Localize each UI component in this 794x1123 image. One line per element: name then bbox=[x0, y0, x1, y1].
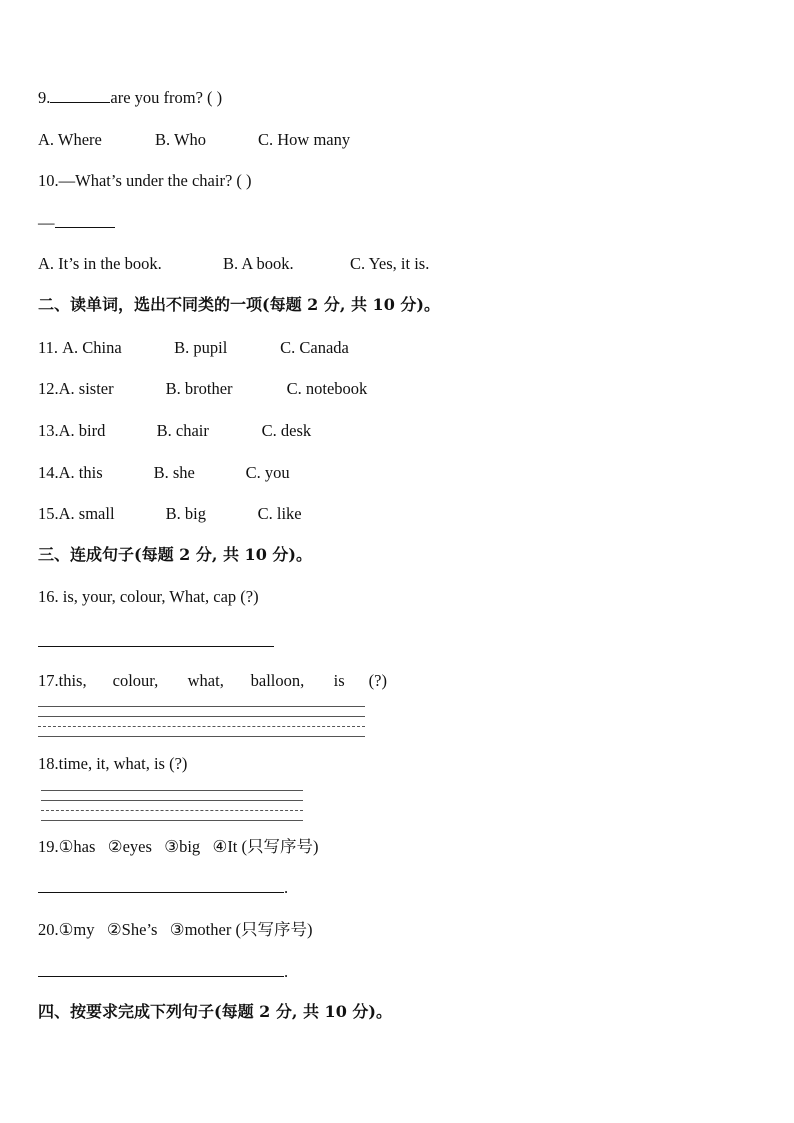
option-c[interactable]: C. you bbox=[245, 463, 290, 482]
question-text: time, it, what, is (?) bbox=[58, 754, 188, 773]
option-a[interactable]: A. It’s in the book. bbox=[38, 254, 162, 273]
question-number: 15. bbox=[38, 504, 59, 523]
word: this, bbox=[58, 671, 87, 690]
question-9-options bbox=[38, 130, 350, 150]
question-9 bbox=[38, 88, 222, 108]
question-10 bbox=[38, 171, 252, 191]
option-b[interactable]: B. Who bbox=[155, 130, 207, 149]
question-number: 13. bbox=[38, 421, 59, 440]
writing-line bbox=[38, 726, 365, 727]
answer-period: . bbox=[284, 878, 289, 897]
question-stem: are you from? ( ) bbox=[110, 88, 223, 107]
question-number: 9. bbox=[38, 88, 51, 107]
option-c[interactable]: C. desk bbox=[261, 421, 312, 440]
option-a[interactable]: A. China bbox=[62, 338, 122, 357]
option-b[interactable]: B. A book. bbox=[223, 254, 294, 273]
question-number: 12. bbox=[38, 379, 59, 398]
question-20 bbox=[38, 920, 312, 940]
question-20-answer bbox=[38, 962, 288, 982]
question-text: ①has ②eyes ③big ④It (只写序号) bbox=[58, 837, 319, 856]
question-14 bbox=[38, 463, 290, 483]
writing-line bbox=[38, 716, 365, 717]
question-10-options bbox=[38, 254, 429, 274]
option-c[interactable]: C. How many bbox=[258, 130, 351, 149]
answer-blank[interactable] bbox=[38, 878, 284, 893]
word: colour, bbox=[112, 671, 159, 690]
option-a[interactable]: A. sister bbox=[58, 379, 114, 398]
question-number: 18. bbox=[38, 754, 59, 773]
option-a[interactable]: A. small bbox=[58, 504, 115, 523]
question-19 bbox=[38, 837, 319, 857]
writing-line bbox=[41, 790, 303, 791]
option-a[interactable]: A. bird bbox=[58, 421, 106, 440]
question-text: is, your, colour, What, cap (?) bbox=[58, 587, 259, 606]
question-number: 10. bbox=[38, 171, 59, 190]
answer-blank[interactable] bbox=[38, 962, 284, 977]
question-15 bbox=[38, 504, 302, 524]
question-number: 11. bbox=[38, 338, 63, 357]
option-b[interactable]: B. chair bbox=[156, 421, 209, 440]
question-17 bbox=[38, 671, 387, 691]
question-18 bbox=[38, 754, 187, 774]
section-4-heading: 四、按要求完成下列句子(每题 2 分, 共 10 分)。 bbox=[38, 1002, 392, 1021]
question-text: ①my ②She’s ③mother (只写序号) bbox=[58, 920, 313, 939]
option-c[interactable]: C. Yes, it is. bbox=[350, 254, 430, 273]
word: balloon, bbox=[250, 671, 305, 690]
section-2-heading: 二、读单词，选出不同类的一项(每题 2 分, 共 10 分)。 bbox=[38, 295, 440, 314]
question-number: 20. bbox=[38, 920, 59, 939]
question-16 bbox=[38, 587, 259, 607]
answer-blank[interactable] bbox=[55, 213, 115, 228]
answer-period: . bbox=[284, 962, 289, 981]
question-13 bbox=[38, 421, 311, 441]
option-a[interactable]: A. Where bbox=[38, 130, 102, 149]
writing-line bbox=[38, 706, 365, 707]
word: (?) bbox=[368, 671, 387, 690]
option-b[interactable]: B. she bbox=[153, 463, 195, 482]
question-number: 16. bbox=[38, 587, 59, 606]
writing-line bbox=[41, 820, 303, 821]
option-a[interactable]: A. this bbox=[58, 463, 103, 482]
writing-line bbox=[38, 736, 365, 737]
option-c[interactable]: C. notebook bbox=[286, 379, 368, 398]
option-b[interactable]: B. brother bbox=[165, 379, 233, 398]
question-12 bbox=[38, 379, 367, 399]
writing-line bbox=[41, 800, 303, 801]
word: is bbox=[333, 671, 345, 690]
answer-blank[interactable] bbox=[50, 88, 110, 103]
option-b[interactable]: B. big bbox=[165, 504, 206, 523]
option-c[interactable]: C. like bbox=[257, 504, 302, 523]
question-number: 19. bbox=[38, 837, 59, 856]
section-3-heading: 三、连成句子(每题 2 分, 共 10 分)。 bbox=[38, 545, 312, 564]
writing-line bbox=[41, 810, 303, 811]
question-stem: —What’s under the chair? ( ) bbox=[58, 171, 252, 190]
question-19-answer bbox=[38, 878, 288, 898]
question-number: 17. bbox=[38, 671, 59, 690]
answer-line[interactable] bbox=[38, 646, 274, 647]
question-number: 14. bbox=[38, 463, 59, 482]
question-10-answer-line bbox=[38, 213, 115, 233]
answer-dash: — bbox=[38, 213, 55, 232]
word: what, bbox=[187, 671, 224, 690]
option-b[interactable]: B. pupil bbox=[174, 338, 228, 357]
question-11 bbox=[38, 338, 349, 358]
option-c[interactable]: C. Canada bbox=[280, 338, 349, 357]
